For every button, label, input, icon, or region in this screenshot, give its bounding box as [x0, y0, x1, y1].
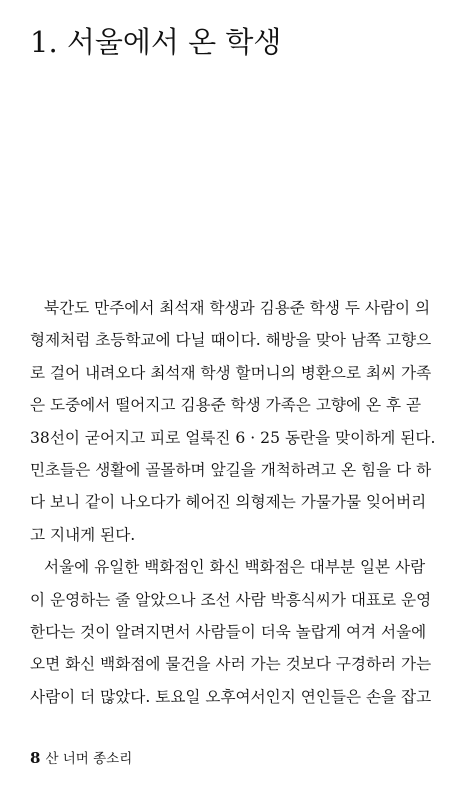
text-line: 민초들은 생활에 골몰하며 앞길을 개척하려고 온 힘을 다 하 [30, 461, 432, 480]
text-line: 오면 화신 백화점에 물건을 사러 가는 것보다 구경하러 가는 [30, 655, 432, 674]
text-line: 은 도중에서 떨어지고 김용준 학생 가족은 고향에 온 후 곧 [30, 396, 422, 415]
body-text [30, 292, 440, 713]
text-line: 이 운영하는 줄 알았으나 조선 사람 박흥식씨가 대표로 운영 [30, 590, 432, 609]
text-line: 형제처럼 초등학교에 다닐 때이다. 해방을 맞아 남쪽 고향으 [30, 331, 432, 350]
book-title: 산 너머 종소리 [45, 751, 133, 767]
text-line: 38선이 굳어지고 피로 얼룩진 6 · 25 동란을 맞이하게 된다. [30, 428, 436, 447]
text-line: 다 보니 같이 나오다가 헤어진 의형제는 가물가물 잊어버리 [30, 493, 427, 512]
page-footer [30, 749, 132, 768]
text-line: 고 지내게 된다. [30, 525, 136, 544]
text-line: 북간도 만주에서 최석재 학생과 김용준 학생 두 사람이 의 [44, 299, 431, 317]
text-line: 서울에 유일한 백화점인 화신 백화점은 대부분 일본 사람 [44, 558, 426, 577]
paragraph-1 [30, 292, 440, 551]
text-line: 로 걸어 내려오다 최석재 학생 할머니의 병환으로 최씨 가족 [30, 363, 432, 382]
chapter-title: 1. 서울에서 온 학생 [30, 25, 282, 59]
text-line: 한다는 것이 알려지면서 사람들이 더욱 놀랍게 여겨 서울에 [30, 623, 427, 642]
text-line: 사람이 더 많았다. 토요일 오후여서인지 연인들은 손을 잡고 [30, 687, 432, 706]
page-number: 8 [30, 749, 41, 767]
paragraph-2 [30, 551, 440, 713]
